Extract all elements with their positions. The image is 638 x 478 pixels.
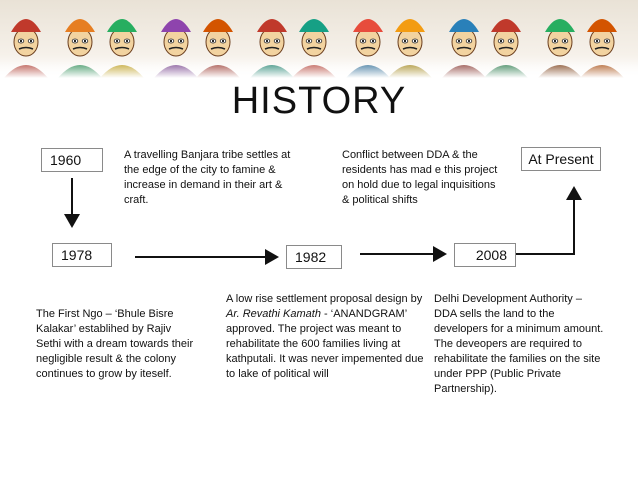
milestone-1960: 1960: [41, 148, 103, 172]
note-low-rise-suffix: - ‘ANANDGRAM’ approved. The project was meant to rehabilitate the 600 families living at kathputali. It was never impemented due to lake of political will: [226, 308, 424, 380]
note-first-ngo: The First Ngo – ‘Bhule Bisre Kalakar’ establihed by Rajiv Sethi with a dream towards their negligible result & the colony continues to grow by iteself.: [36, 308, 194, 380]
note-dda: Delhi Development Authority – DDA sells the land to the developers for a minimum amount. The deveopers are required to rehabilitate the families on the site under PPP (Public Private Partnership).: [434, 293, 604, 395]
milestone-2008: 2008: [454, 243, 516, 267]
note-low-rise: [226, 292, 424, 382]
note-low-rise-prefix: A low rise settlement proposal design by: [226, 293, 423, 305]
milestone-present: At Present: [521, 147, 601, 171]
arrow-2008-to-present: [515, 188, 574, 254]
note-conflict: Conflict between DDA & the residents has mad e this project on hold due to legal inquisitions & political shifts: [342, 149, 498, 206]
page-title: HISTORY: [231, 80, 407, 122]
milestone-1982: 1982: [286, 245, 342, 269]
note-low-rise-author: Ar. Revathi Kamath: [226, 308, 321, 320]
note-banjara: A travelling Banjara tribe settles at the edge of the city to famine & increase in demand in their art & craft.: [124, 149, 291, 206]
milestone-1978: 1978: [52, 243, 112, 267]
